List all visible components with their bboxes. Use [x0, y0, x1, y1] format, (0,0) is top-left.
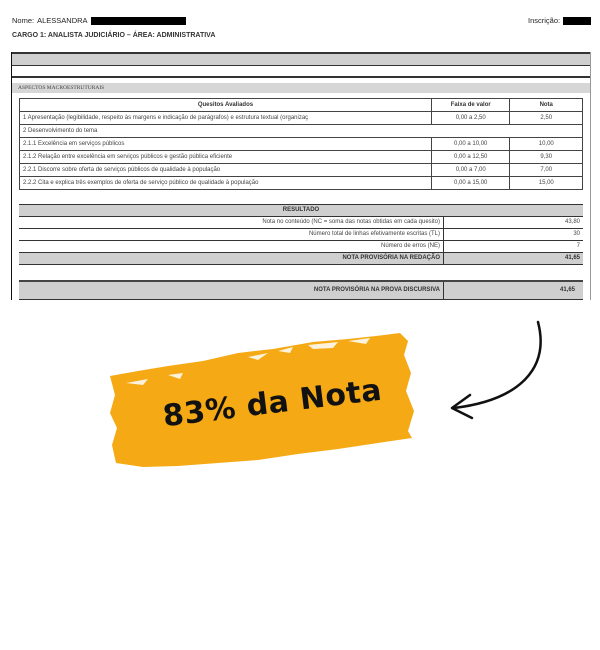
- nota: 10,00: [510, 138, 583, 151]
- final-score-row: [19, 280, 583, 300]
- table-row: [20, 151, 583, 164]
- faixa: 0,00 a 7,00: [431, 164, 510, 177]
- table-row: [20, 112, 583, 125]
- inscricao: [528, 16, 591, 25]
- faixa: 0,00 a 2,50: [431, 112, 510, 125]
- table-row: [20, 138, 583, 151]
- criteria-table: [19, 98, 583, 190]
- header-faixa: Faixa de valor: [431, 99, 510, 112]
- result-label: Número total de linhas efetivamente escritas (TL): [19, 229, 444, 240]
- result-row: [19, 217, 583, 229]
- result-title: RESULTADO: [19, 204, 583, 217]
- header-nota: Nota: [510, 99, 583, 112]
- grade-sheet: [11, 52, 591, 300]
- table-row: [20, 164, 583, 177]
- header-quesitos: Quesitos Avaliados: [20, 99, 432, 112]
- result-label: NOTA PROVISÓRIA NA REDAÇÃO: [19, 253, 444, 264]
- quesito: 2.1.2 Relação entre excelência em serviços públicos e gestão pública eficiente: [20, 151, 432, 164]
- name-label: Nome:: [12, 16, 35, 25]
- table-row: [20, 125, 583, 138]
- redacted-surname: [91, 17, 186, 25]
- cargo-line: CARGO 1: ANALISTA JUDICIÁRIO – ÁREA: ADMINISTRATIVA: [12, 32, 216, 39]
- candidate-name: [12, 16, 186, 25]
- table-row: [20, 177, 583, 190]
- quesito: 2 Desenvolvimento do tema: [20, 125, 583, 138]
- quesito: 2.2.2 Cita e explica três exemplos de oferta de serviço público de qualidade à população: [20, 177, 432, 190]
- final-score-label: NOTA PROVISÓRIA NA PROVA DISCURSIVA: [19, 282, 444, 299]
- quesito: 2.2.1 Discorre sobre oferta de serviços públicos de qualidade à população: [20, 164, 432, 177]
- result-label: Nota no conteúdo (NC = soma das notas obtidas em cada quesito): [19, 217, 444, 228]
- score-callout: [108, 333, 436, 468]
- final-score-value: 41,65: [559, 287, 575, 293]
- nota: 7,00: [510, 164, 583, 177]
- nota: 15,00: [510, 177, 583, 190]
- quesito: 2.1.1 Excelência em serviços públicos: [20, 138, 432, 151]
- result-row: [19, 229, 583, 241]
- result-row-total: [19, 253, 583, 265]
- curved-arrow-icon: [440, 318, 550, 428]
- section-title: ASPECTOS MACROESTRUTURAIS: [12, 83, 590, 93]
- result-table: [19, 204, 583, 265]
- inscricao-label: Inscrição:: [528, 16, 561, 25]
- top-gray-band: [12, 54, 590, 65]
- nota: 9,30: [510, 151, 583, 164]
- redacted-inscricao: [563, 17, 591, 25]
- criteria-header-row: [20, 99, 583, 112]
- callout-text: 83% da Nota: [160, 372, 384, 435]
- quesito: 1 Apresentação (legibilidade, respeito às margens e indicação de parágrafos) e estrutura textual (organizaç: [20, 112, 432, 125]
- nota: 2,50: [510, 112, 583, 125]
- result-label: Número de erros (NE): [19, 241, 444, 252]
- faixa: 0,00 a 12,50: [431, 151, 510, 164]
- result-value: 43,80: [564, 219, 580, 225]
- result-value: 30: [573, 231, 580, 237]
- name-value: ALESSANDRA: [37, 16, 88, 25]
- faixa: 0,00 a 15,00: [431, 177, 510, 190]
- result-value: 7: [576, 243, 580, 249]
- result-row: [19, 241, 583, 253]
- faixa: 0,00 a 10,00: [431, 138, 510, 151]
- result-value: 41,65: [564, 255, 580, 261]
